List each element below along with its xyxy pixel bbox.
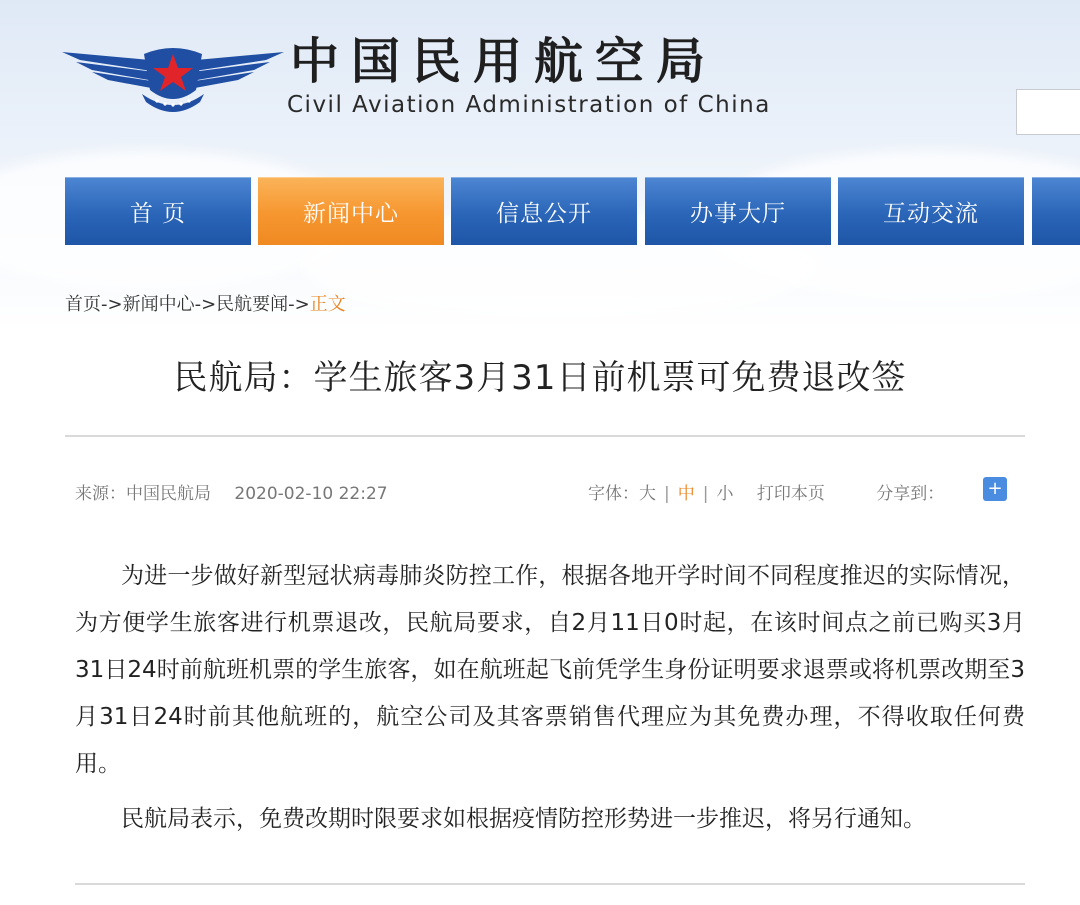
article-source: 来源：中国民航局 (75, 484, 211, 504)
article-title: 民航局：学生旅客3月31日前机票可免费退改签 (173, 358, 907, 398)
article-tools: 字体：大 | 中 | 小 打印本页 分享到： (588, 484, 945, 504)
nav-item-service-hall[interactable]: 办事大厅 (645, 177, 831, 245)
font-size-large[interactable]: 大 (639, 484, 656, 504)
article-paragraph: 为进一步做好新型冠状病毒肺炎防控工作，根据各地开学时间不同程度推迟的实际情况，为方便学生旅客进行机票退改，民航局要求，自2月11日0时起，在该时间点之前已购买3月31日24时前航班机票的学生旅客，如在航班起飞前凭学生身份证明要求退票或将机票改期至3月31日24时前其他航班的，航空公司及其客票销售代理应为其免费办理，不得收取任何费用。 (75, 563, 1025, 777)
search-input[interactable] (1016, 89, 1080, 135)
article-body (75, 553, 1025, 843)
print-link[interactable]: 打印本页 (756, 484, 825, 504)
nav-item-home[interactable]: 首 页 (65, 177, 251, 245)
font-size-small[interactable]: 小 (716, 484, 734, 504)
breadcrumb-path[interactable]: 首页->新闻中心->民航要闻-> (65, 294, 310, 315)
nav-item-news-center[interactable]: 新闻中心 (258, 177, 444, 245)
site-title-cn: 中国民用航空局 (290, 33, 718, 90)
caac-logo-icon[interactable] (62, 38, 284, 118)
breadcrumb-current: 正文 (309, 294, 346, 315)
article-meta-left (75, 479, 388, 504)
nav-item-interaction[interactable]: 互动交流 (838, 177, 1024, 245)
share-plus-icon[interactable]: + (983, 477, 1007, 501)
site-title-en: Civil Aviation Administration of China (287, 92, 771, 118)
article-datetime: 2020-02-10 22:27 (234, 484, 388, 504)
article-paragraph: 民航局表示，免费改期时限要求如根据疫情防控形势进一步推迟，将另行通知。 (121, 806, 926, 832)
share-label: 分享到： (876, 484, 945, 504)
nav-item-more[interactable] (1032, 177, 1080, 245)
bottom-divider (75, 883, 1025, 885)
title-divider (65, 435, 1025, 437)
font-size-medium[interactable]: 中 (677, 484, 695, 504)
breadcrumb (65, 290, 346, 316)
nav-item-info-disclosure[interactable]: 信息公开 (451, 177, 637, 245)
font-size-label: 字体： (588, 484, 639, 504)
